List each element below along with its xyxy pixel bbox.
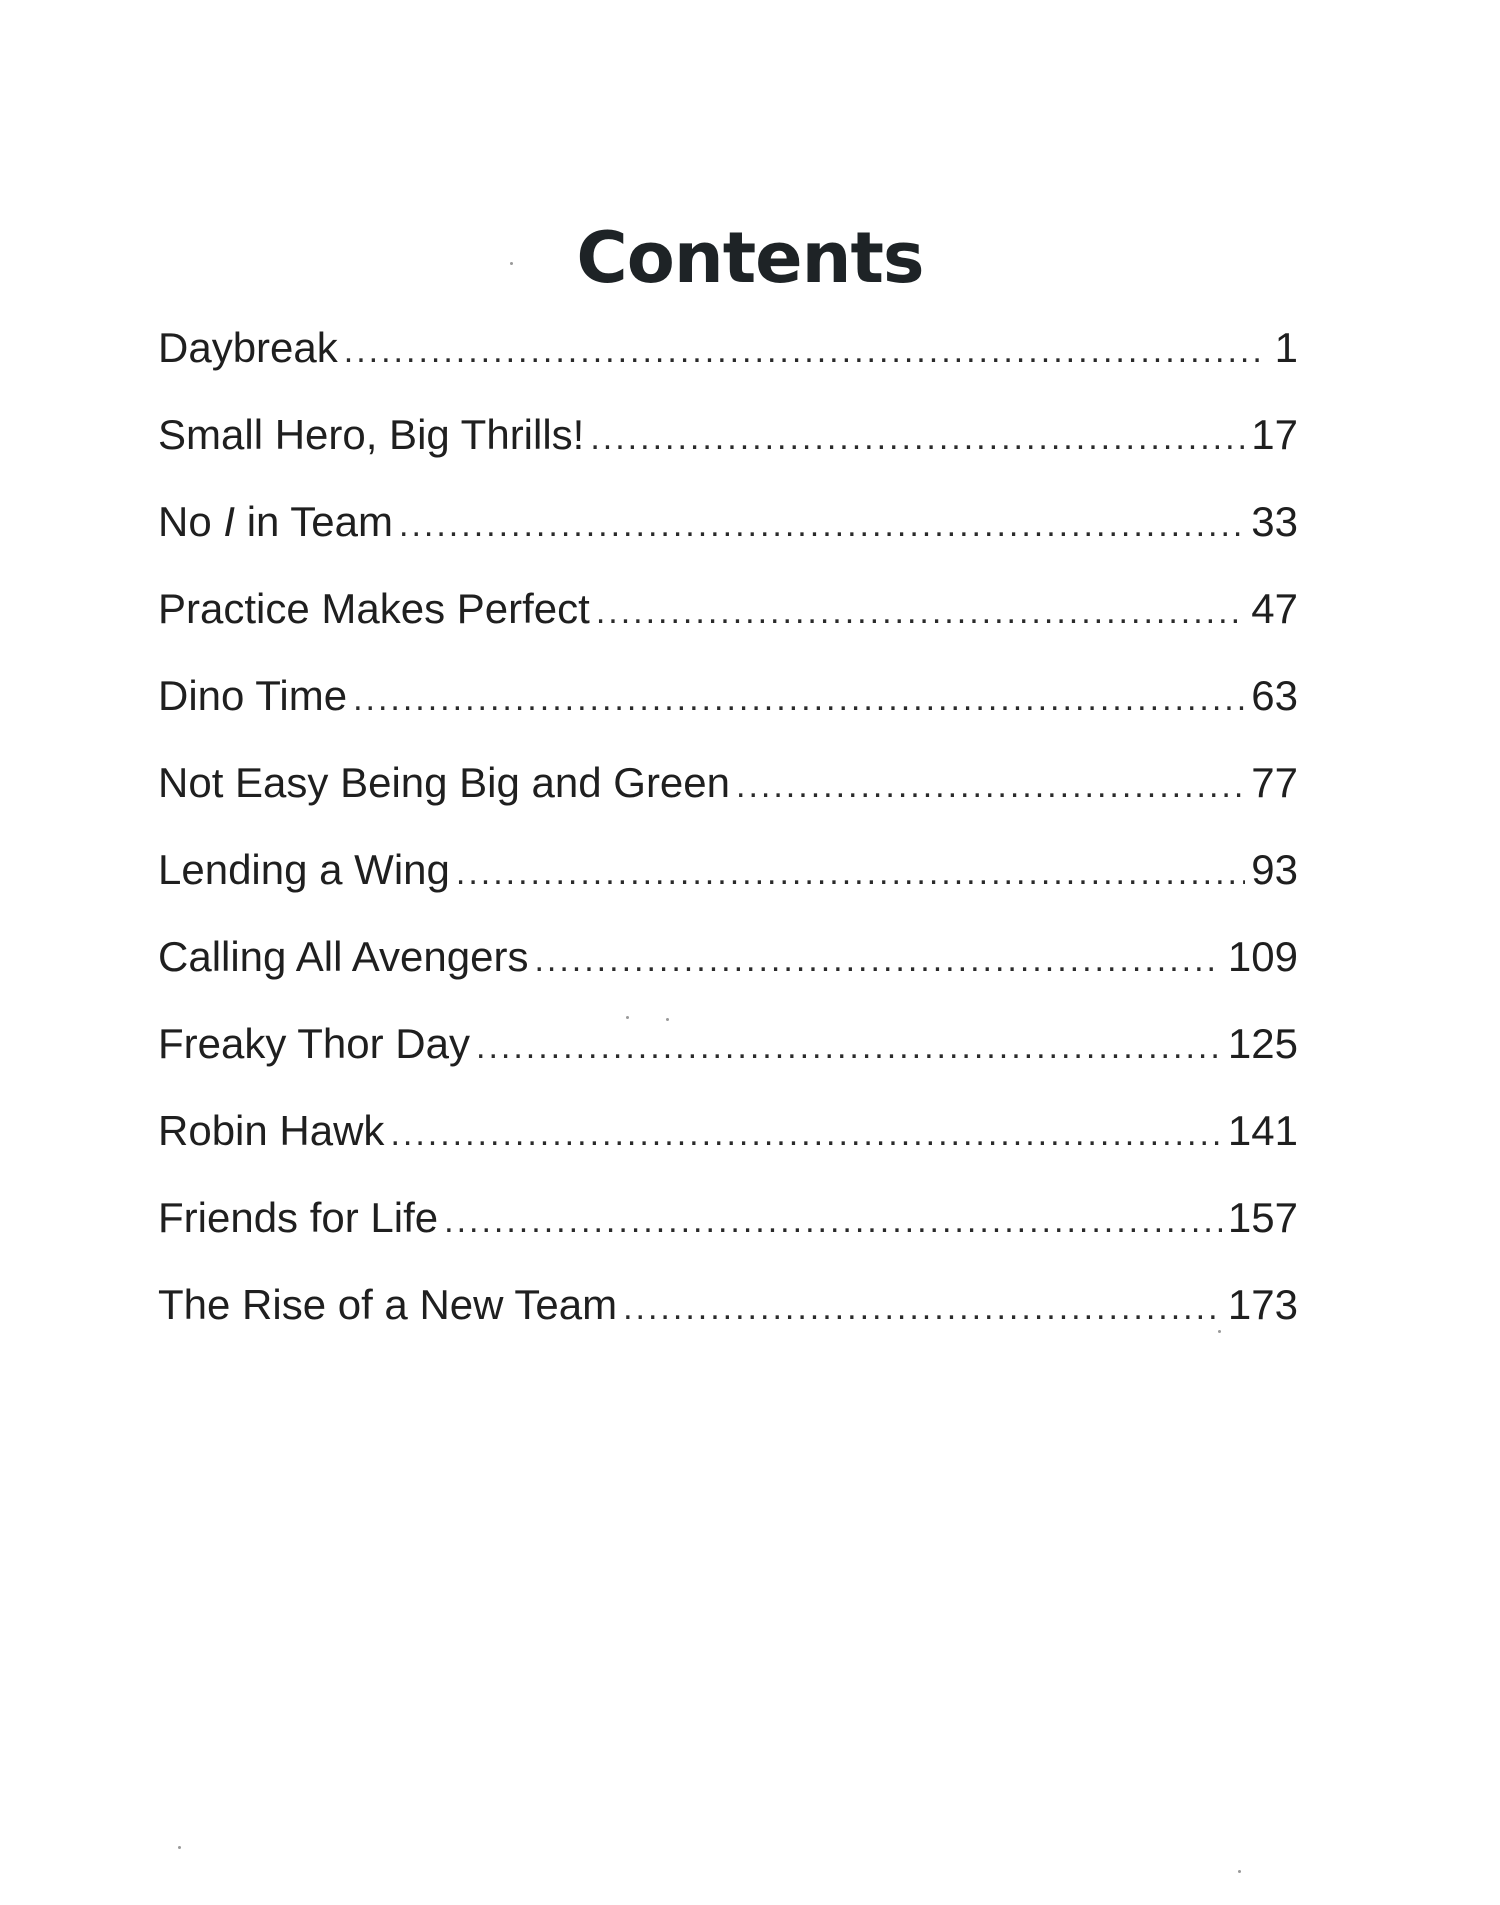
toc-entry-page: 77 bbox=[1251, 759, 1298, 806]
dot-leader bbox=[444, 1191, 1222, 1251]
toc-entry-page: 125 bbox=[1227, 1020, 1298, 1067]
page-title: Contents bbox=[576, 216, 924, 299]
toc-entry-lending-a-wing bbox=[158, 840, 1298, 927]
toc-entry-title: Freaky Thor Day bbox=[158, 1020, 470, 1067]
scan-speck bbox=[1218, 1330, 1221, 1333]
toc-entry-no-i-in-team bbox=[158, 492, 1298, 579]
toc-entry-page: 93 bbox=[1251, 846, 1298, 893]
toc-entry-page: 47 bbox=[1251, 585, 1298, 632]
dot-leader bbox=[476, 1017, 1222, 1077]
toc-entry-page: 173 bbox=[1227, 1281, 1298, 1328]
scan-speck bbox=[666, 1018, 669, 1021]
toc-entry-title: Friends for Life bbox=[158, 1194, 439, 1241]
toc-entry-page: 157 bbox=[1227, 1194, 1298, 1241]
toc-entry-title: The Rise of a New Team bbox=[158, 1281, 618, 1328]
toc-entry-big-and-green bbox=[158, 753, 1298, 840]
toc-entry-freaky-thor-day bbox=[158, 1014, 1298, 1101]
toc-entry-rise-of-a-new-team bbox=[158, 1275, 1298, 1362]
toc-entry-page: 17 bbox=[1251, 411, 1298, 458]
dot-leader bbox=[534, 930, 1221, 990]
toc-entry-friends-for-life bbox=[158, 1188, 1298, 1275]
toc-entry-practice bbox=[158, 579, 1298, 666]
toc-entry-title: Lending a Wing bbox=[158, 846, 450, 893]
scan-speck bbox=[178, 1846, 181, 1849]
scan-speck bbox=[1238, 1870, 1241, 1873]
toc-entry-title: Robin Hawk bbox=[158, 1107, 385, 1154]
toc-entry-title: Calling All Avengers bbox=[158, 933, 529, 980]
dot-leader bbox=[344, 321, 1262, 381]
toc-entry-title: Practice Makes Perfect bbox=[158, 585, 590, 632]
toc-entry-title: Not Easy Being Big and Green bbox=[158, 759, 731, 806]
toc-entry-page: 63 bbox=[1251, 672, 1298, 719]
toc-entry-title: Dino Time bbox=[158, 672, 348, 719]
toc-entry-dino-time bbox=[158, 666, 1298, 753]
toc-entry-page: 141 bbox=[1227, 1107, 1298, 1154]
toc-entry-title: Small Hero, Big Thrills! bbox=[158, 411, 585, 458]
toc-entry-small-hero bbox=[158, 405, 1298, 492]
toc-entry-page: 33 bbox=[1251, 498, 1298, 545]
dot-leader bbox=[456, 843, 1245, 903]
dot-leader bbox=[736, 756, 1245, 816]
toc-entry-title: No I in Team bbox=[158, 498, 394, 545]
toc-entry-title: Daybreak bbox=[158, 324, 338, 371]
toc-entry-daybreak bbox=[158, 318, 1298, 405]
dot-leader bbox=[353, 669, 1245, 729]
dot-leader bbox=[390, 1104, 1221, 1164]
scan-speck bbox=[626, 1016, 629, 1019]
scan-speck bbox=[510, 262, 513, 265]
toc-entry-calling-all-avengers bbox=[158, 927, 1298, 1014]
dot-leader bbox=[590, 408, 1245, 468]
dot-leader bbox=[399, 495, 1245, 555]
dot-leader bbox=[623, 1278, 1222, 1338]
toc-entry-page: 109 bbox=[1227, 933, 1298, 980]
table-of-contents bbox=[158, 318, 1298, 1362]
toc-entry-robin-hawk bbox=[158, 1101, 1298, 1188]
toc-entry-page: 1 bbox=[1274, 324, 1298, 371]
dot-leader bbox=[596, 582, 1245, 642]
